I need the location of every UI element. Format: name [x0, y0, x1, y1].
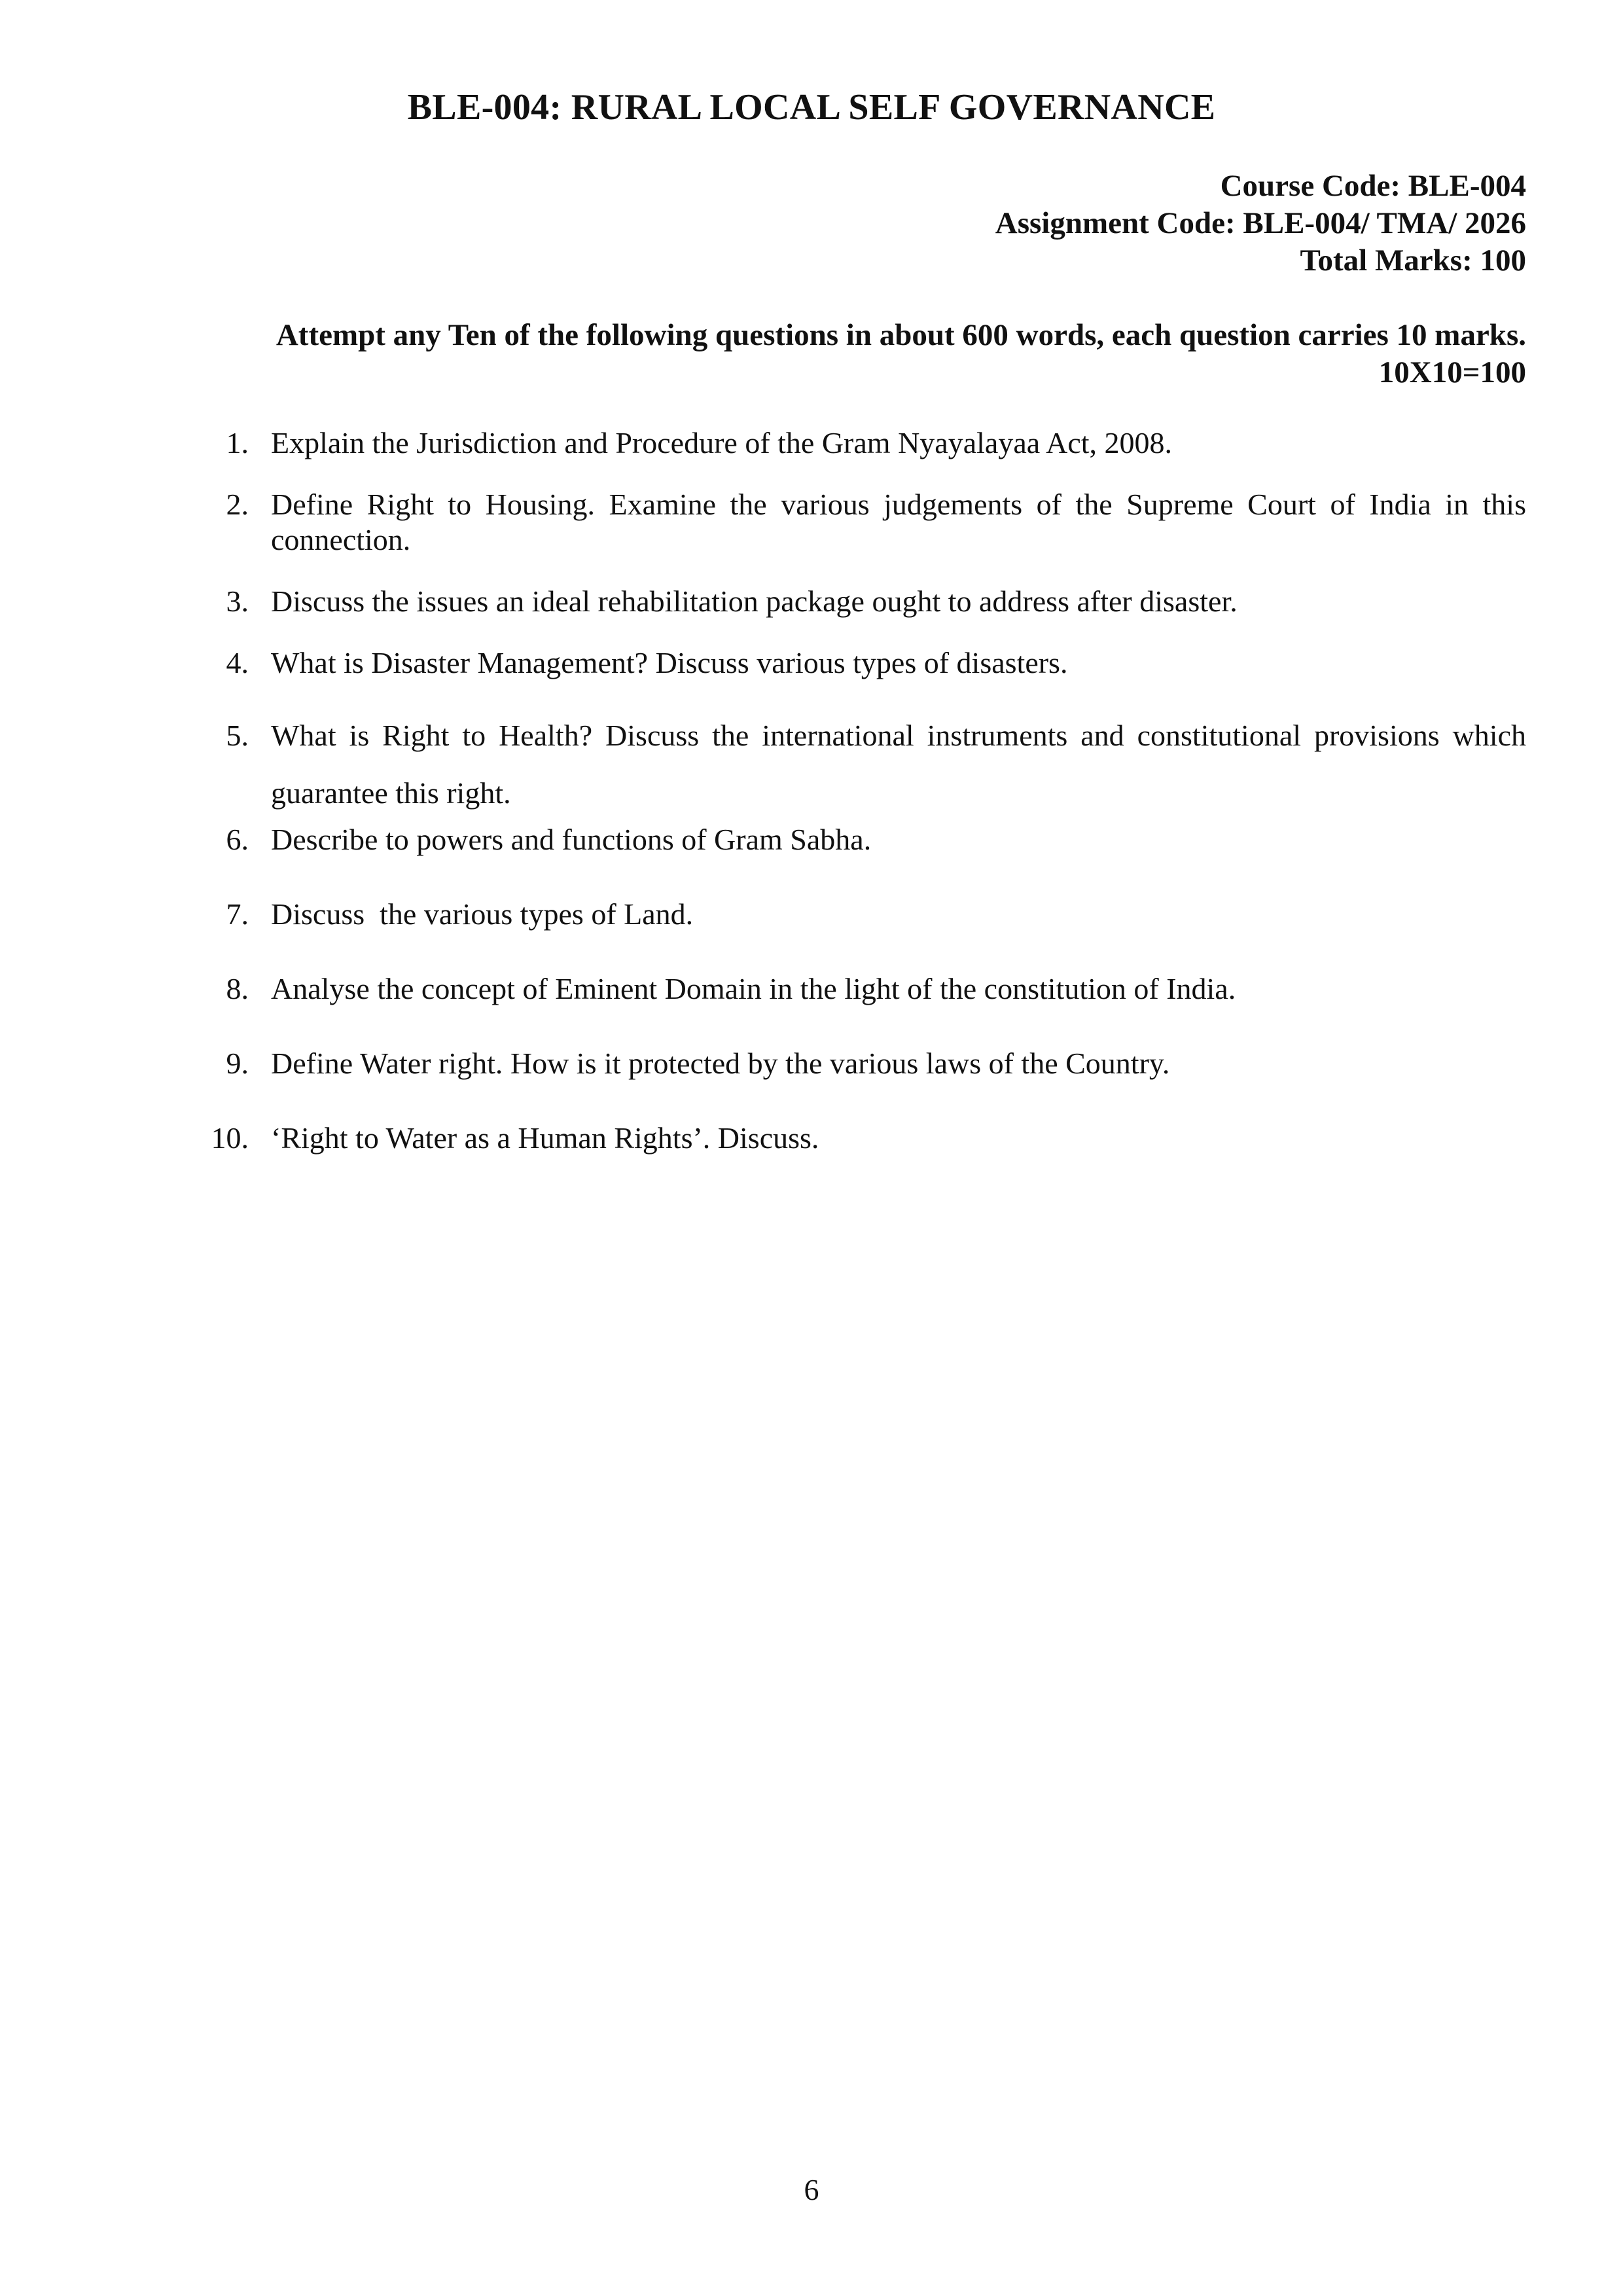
question-text: Define Right to Housing. Examine the various judgements of the Supreme Court of India in this connection. — [271, 488, 1526, 556]
question-item — [196, 1046, 1526, 1081]
question-number: 5. — [226, 719, 249, 752]
question-text: Describe to powers and functions of Gram Sabha. — [271, 823, 872, 856]
question-item — [196, 822, 1526, 857]
question-item — [196, 1121, 1526, 1156]
question-text: Discuss the issues an ideal rehabilitation package ought to address after disaster. — [271, 584, 1238, 618]
question-number: 6. — [226, 823, 249, 856]
question-number: 10. — [211, 1121, 249, 1155]
page-number: 6 — [804, 2173, 819, 2206]
total-marks: Total Marks: 100 — [1300, 243, 1526, 278]
question-number: 7. — [226, 897, 249, 931]
question-text: Explain the Jurisdiction and Procedure of the Gram Nyayalayaa Act, 2008. — [271, 426, 1173, 459]
question-item — [196, 487, 1526, 558]
question-number: 9. — [226, 1047, 249, 1080]
question-item — [196, 584, 1526, 619]
question-item — [196, 425, 1526, 461]
marks-scheme: 10X10=100 — [1378, 355, 1526, 389]
question-number: 8. — [226, 972, 249, 1005]
question-number: 4. — [226, 646, 249, 679]
document-title: BLE-004: RURAL LOCAL SELF GOVERNANCE — [407, 87, 1216, 128]
question-number: 2. — [226, 488, 249, 521]
question-text: Define Water right. How is it protected by the various laws of the Country. — [271, 1047, 1170, 1080]
assignment-code: Assignment Code: BLE-004/ TMA/ 2026 — [995, 206, 1526, 240]
question-item — [196, 897, 1526, 932]
question-item — [196, 707, 1526, 822]
question-text: Analyse the concept of Eminent Domain in the light of the constitution of India. — [271, 972, 1236, 1005]
question-text: ‘Right to Water as a Human Rights’. Discuss. — [271, 1121, 819, 1155]
question-item — [196, 971, 1526, 1007]
instructions — [188, 317, 1526, 391]
question-text: What is Right to Health? Discuss the international instruments and constitutional provisions which guarantee this right. — [271, 719, 1526, 810]
question-number: 3. — [226, 584, 249, 618]
instruction-text: Attempt any Ten of the following questions in about 600 words, each question carries 10 marks. — [276, 318, 1526, 352]
assignment-meta — [995, 168, 1526, 279]
question-text: What is Disaster Management? Discuss various types of disasters. — [271, 646, 1068, 679]
question-text: Discuss the various types of Land. — [271, 897, 694, 931]
question-number: 1. — [226, 426, 249, 459]
question-list — [196, 425, 1526, 1156]
course-code: Course Code: BLE-004 — [1220, 169, 1526, 203]
question-item — [196, 645, 1526, 681]
